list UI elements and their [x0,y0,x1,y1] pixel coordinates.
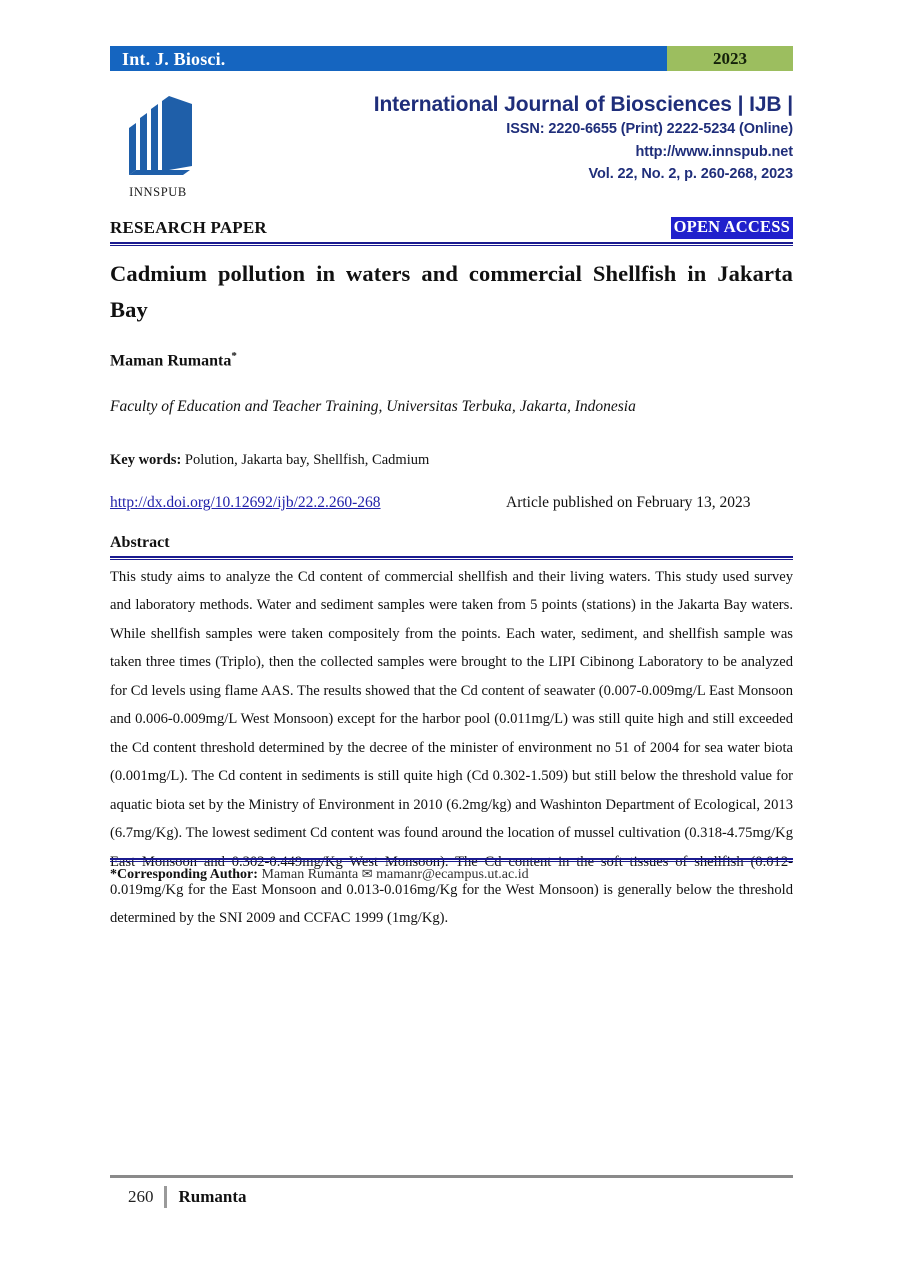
publisher-logo-label: INNSPUB [129,185,187,199]
page-footer [110,1184,793,1210]
divider-footer [110,1175,793,1178]
article-title: Cadmium pollution in waters and commercial Shellfish in Jakarta Bay [110,261,793,323]
keywords-label: Key words: [110,452,182,468]
footer-page-number: 260 [128,1187,154,1206]
corresponding-marker: * [110,867,117,882]
corresponding-name: Maman Rumanta [261,867,359,882]
open-book-logo-icon [110,92,206,184]
research-paper-label: RESEARCH PAPER [110,218,267,237]
author-name: Maman Rumanta [110,352,232,370]
corresponding-email[interactable]: mamanr@ecampus.ut.ac.id [376,867,529,882]
masthead [110,92,793,204]
divider-abstract-top [110,556,793,560]
keywords-line [110,452,793,469]
divider-abstract-bottom [110,858,793,862]
abstract-heading: Abstract [110,534,170,551]
divider-top [110,242,793,246]
article-author [110,350,237,370]
journal-volume-info: Vol. 22, No. 2, p. 260-268, 2023 [588,166,793,183]
author-affiliation: Faculty of Education and Teacher Training, Universitas Terbuka, Jakarta, Indonesia [110,398,636,415]
journal-website[interactable]: http://www.innspub.net [635,143,793,160]
doi-row [110,494,793,518]
journal-year: 2023 [713,49,747,68]
envelope-icon: ✉ [361,866,373,881]
journal-short-title-bar [110,46,667,71]
doi-link[interactable]: http://dx.doi.org/10.12692/ijb/22.2.260-268 [110,494,381,511]
abstract-text: This study aims to analyze the Cd content of commercial shellfish and their living waters. This study used survey and laboratory methods. Water and sediment samples were taken from 5 points (stations) in the Jakarta Bay waters. While shellfish samples were taken compositely from the points. Each water, sediment, and shellfish sample was taken three times (Triplo), then the collected samples were brought to the LIPI Cibinong Laboratory to be analyzed for Cd levels using flame AAS. The results showed that the Cd content of seawater (0.007-0.009mg/L East Monsoon and 0.006-0.009mg/L West Monsoon) except for the harbor pool (0.011mg/L) was still quite high and still exceeded the Cd content threshold determined by the decree of the minister of environment no 51 of 2004 for sea water biota (0.001mg/L). The Cd content in sediments is still quite high (Cd 0.302-1.509) but still below the threshold value for aquatic biota set by the Ministry of Environment in 2010 (6.2mg/kg) and Washinton Department of Ecological, 2013 (6.7mg/Kg). The lowest sediment Cd content was found around the location of mussel cultivation (0.318-4.75mg/Kg East Monsoon and 0.302-0.449mg/Kg West Monsoon). The Cd content in the soft tissues of shellfish (0.012-0.019mg/Kg for the East Monsoon and 0.013-0.016mg/Kg for the West Monsoon) is generally below the threshold determined by the SNI 2009 and CCFAC 1999 (1mg/Kg). [110,569,793,927]
open-access-badge: OPEN ACCESS [671,217,793,239]
publisher-logo [110,92,206,200]
publication-date: Article published on February 13, 2023 [506,494,751,511]
keywords-value: Polution, Jakarta bay, Shellfish, Cadmium [184,452,430,468]
corresponding-label: Corresponding Author: [117,867,258,882]
journal-issn: ISSN: 2220-6655 (Print) 2222-5234 (Online) [506,121,793,138]
journal-year-bar [667,46,793,71]
masthead-text-block [374,92,793,186]
footer-author-surname: Rumanta [178,1187,247,1206]
author-marker: * [231,350,237,362]
journal-full-title: International Journal of Biosciences | IJB | [373,93,793,116]
paper-type-row [110,218,793,244]
journal-header-bar [110,46,793,71]
journal-short-title: Int. J. Biosci. [122,48,226,69]
corresponding-author-line [110,866,793,883]
